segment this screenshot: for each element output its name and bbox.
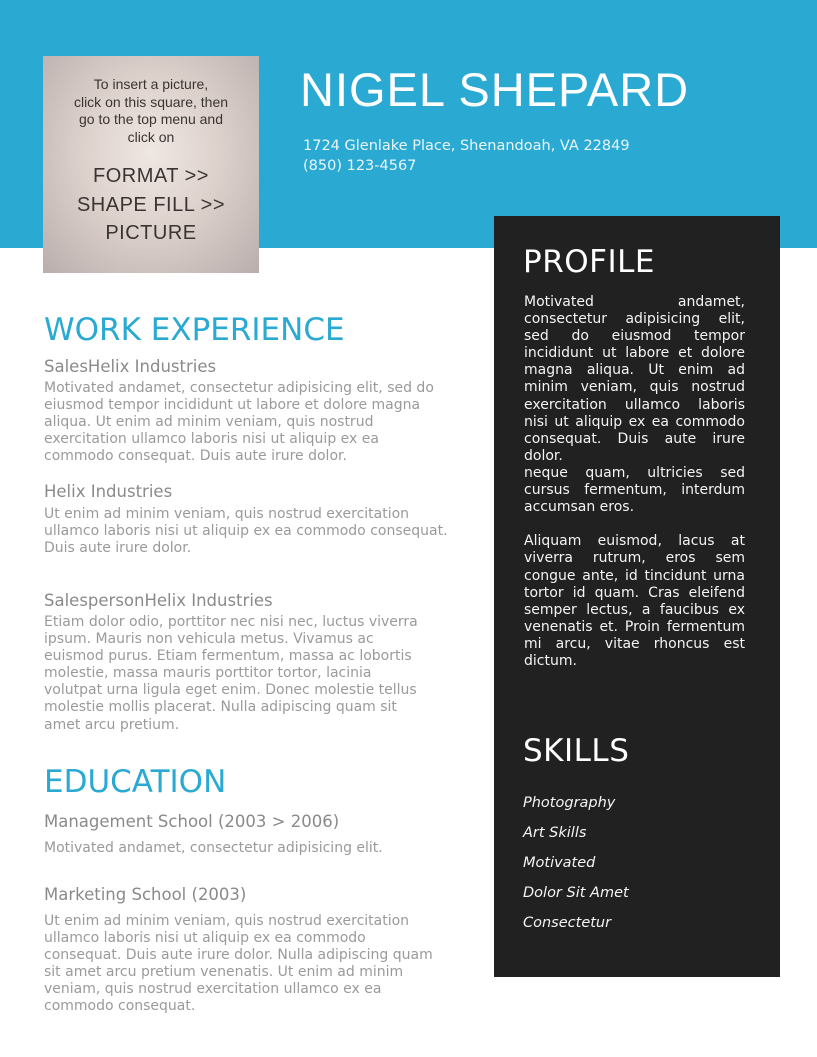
text-line: Ut enim ad minim veniam, quis nostrud exercitation (44, 913, 410, 929)
contact-info (303, 136, 630, 176)
photo-steps (51, 162, 251, 248)
text-line: ipsum. Mauris non vehicula metus. Vivamus ac (44, 631, 374, 648)
skill-item: Consectetur (523, 915, 612, 931)
photo-hint-line: click on (127, 128, 175, 145)
profile-text (524, 294, 745, 670)
text-line: aliqua. Ut enim ad minim veniam, quis nostrud (44, 414, 374, 431)
text-line: Etiam dolor odio, porttitor nec nisi nec, luctus viverra (44, 614, 418, 630)
photo-hint-line: click on this square, then (73, 93, 229, 110)
phone: (850) 123-4567 (303, 158, 417, 174)
school-title: Marketing School (2003) (44, 885, 247, 904)
job-description (44, 380, 472, 465)
text-line: volutpat urna ligula eget enim. Donec molestie tellus (44, 682, 417, 699)
skill-item: Dolor Sit Amet (523, 885, 629, 901)
skills-list (523, 793, 753, 943)
job-title: SalespersonHelix Industries (44, 591, 273, 610)
profile-paragraph: Aliquam euismod, lacus at viverra rutrum, eros sem congue ante, id tincidunt urna tortor id quam. Cras eleifend semper lectus, a faucibus ex venenatis et. Proin fermentum mi arcu, vitae rhoncus est dictum. (524, 533, 745, 669)
profile-heading: PROFILE (523, 244, 655, 280)
text-line: Motivated andamet, consectetur adipisicing elit, sed do (44, 380, 434, 396)
text-line: eiusmod tempor incididunt ut labore et dolore magna (44, 397, 421, 414)
job-description (44, 506, 472, 557)
text-line: exercitation ullamco laboris nisi ut aliquip ex ea (44, 431, 379, 448)
photo-step: SHAPE FILL >> (76, 193, 226, 216)
school-description (44, 913, 472, 1016)
skill-item: Motivated (523, 855, 596, 871)
text-line: molestie mollis placerat. Nulla adipiscing quam sit (44, 699, 397, 716)
text-line: ullamco laboris nisi ut aliquip ex ea commodo (44, 930, 366, 947)
job-title: Helix Industries (44, 482, 173, 501)
job-title: SalesHelix Industries (44, 357, 217, 376)
text-line: euismod purus. Etiam fermentum, massa ac lobortis (44, 648, 412, 665)
text-line: commodo consequat. (44, 998, 196, 1015)
photo-step: PICTURE (105, 222, 197, 244)
profile-paragraph: neque quam, ultricies sed cursus fermentum, interdum accumsan eros. (524, 464, 745, 516)
school-title: Management School (2003 > 2006) (44, 812, 340, 831)
school-description (44, 840, 472, 857)
text-line: molestie, massa mauris porttitor tortor, lacinia (44, 665, 372, 682)
sidebar-panel (494, 216, 780, 977)
education-heading: EDUCATION (44, 764, 227, 800)
job-description (44, 614, 472, 734)
work-experience-heading: WORK EXPERIENCE (44, 312, 345, 348)
skills-heading: SKILLS (523, 733, 630, 769)
candidate-name: NIGEL SHEPARD (300, 63, 690, 116)
text-line: sit amet arcu pretium venenatis. Ut enim ad minim (44, 964, 404, 981)
text-line: Duis aute irure dolor. (44, 540, 192, 557)
photo-placeholder[interactable] (43, 56, 259, 273)
skill-item: Art Skills (523, 825, 587, 841)
profile-paragraph: Motivated andamet, consectetur adipisicing elit, sed do eiusmod tempor incididunt ut labore et dolore magna aliqua. Ut enim ad minim veniam, quis nostrud exercitation ullamco laboris nisi ut aliquip ex ea commodo consequat. Duis aute irure dolor. (524, 294, 745, 464)
skill-item: Photography (523, 795, 616, 811)
photo-hint-text (55, 76, 247, 146)
text-line: amet arcu pretium. (44, 716, 180, 733)
photo-hint-line: go to the top menu and (79, 111, 223, 127)
photo-hint-line: To insert a picture, (93, 76, 209, 92)
text-line: commodo consequat. Duis aute irure dolor. (44, 448, 347, 465)
photo-step: FORMAT >> (92, 165, 209, 187)
text-line: veniam, quis nostrud exercitation ullamco ex ea (44, 981, 382, 998)
address: 1724 Glenlake Place, Shenandoah, VA 22849 (303, 138, 630, 154)
text-line: ullamco laboris nisi ut aliquip ex ea commodo consequat. (44, 523, 448, 540)
text-line: consequat. Duis aute irure dolor. Nulla adipiscing quam (44, 947, 433, 964)
text-line: Ut enim ad minim veniam, quis nostrud exercitation (44, 506, 410, 522)
text-line: Motivated andamet, consectetur adipisicing elit. (44, 840, 383, 856)
